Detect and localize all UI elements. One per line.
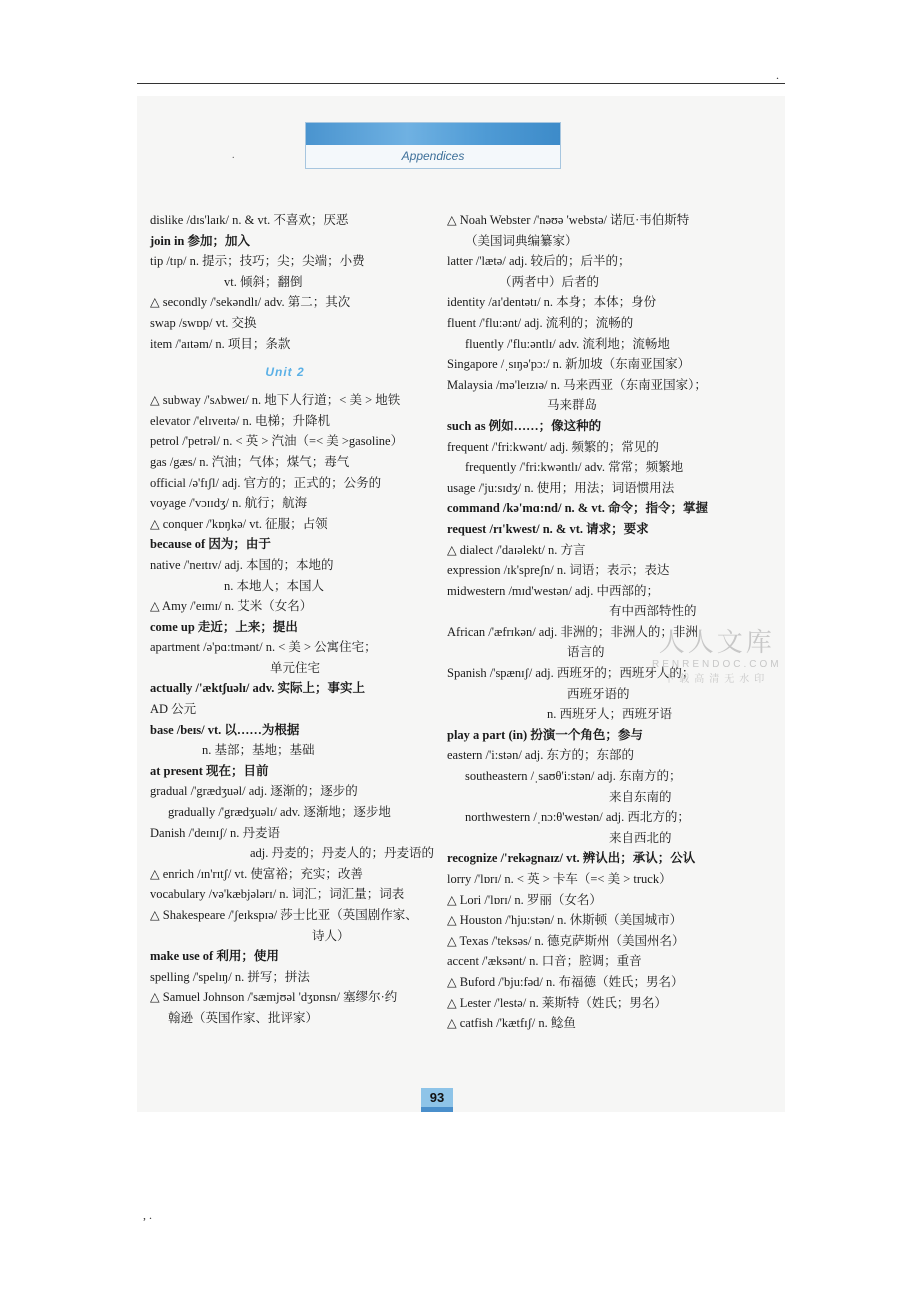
- vocab-entry: fluent /'flu:ənt/ adj. 流利的；流畅的: [447, 315, 634, 330]
- vocab-entry: 来自西北的: [609, 830, 672, 845]
- vocab-entry: 单元住宅: [270, 660, 321, 675]
- vocab-entry: tip /tɪp/ n. 提示；技巧；尖；尖端；小费: [150, 254, 365, 269]
- vocab-entry: expression /ɪk'spreʃn/ n. 词语；表示；表达: [447, 563, 670, 578]
- vocab-entry: △ dialect /'daɪəlekt/ n. 方言: [447, 542, 586, 557]
- vocab-entry: swap /swɒp/ vt. 交换: [150, 315, 257, 330]
- vocab-entry: native /'neɪtɪv/ adj. 本国的；本地的: [150, 557, 334, 572]
- vocab-entry: n. 本地人；本国人: [224, 578, 325, 593]
- vocab-entry: Singapore /ˌsɪŋə'pɔ:/ n. 新加坡（东南亚国家）: [447, 357, 691, 372]
- vocab-entry: △ Amy /'eɪmɪ/ n. 艾米（女名）: [150, 599, 313, 614]
- vocab-entry: such as 例如……；像这种的: [447, 418, 602, 433]
- vocab-entry: △ Noah Webster /'nəʊə 'webstə/ 诺厄·韦伯斯特: [447, 213, 690, 227]
- vocab-entry: fluently /'flu:əntlɪ/ adv. 流利地；流畅地: [465, 336, 670, 351]
- vocab-entry: gas /gæs/ n. 汽油；气体；煤气；毒气: [150, 454, 350, 469]
- vocab-entry: command /kə'mɑ:nd/ n. & vt. 命令；指令；掌握: [447, 501, 709, 516]
- top-mark: .: [776, 68, 779, 82]
- vocab-entry: frequent /'fri:kwənt/ adj. 频繁的；常见的: [447, 439, 659, 454]
- vocab-entry: 来自东南的: [609, 789, 672, 804]
- vocab-entry: n. 西班牙人；西班牙语: [547, 707, 673, 722]
- vocab-entry: △ secondly /'sekəndlɪ/ adv. 第二；其次: [150, 295, 351, 310]
- vocab-entry: frequently /'fri:kwəntlɪ/ adv. 常常；频繁地: [465, 460, 684, 475]
- vocab-entry: make use of 利用；使用: [150, 949, 279, 964]
- scan-dot: .: [232, 150, 235, 161]
- vocab-entry: voyage /'vɔɪɪdʒ/ n. 航行；航海: [150, 496, 308, 511]
- watermark-sub: 下载高清无水印: [664, 674, 770, 685]
- vocab-entry: n. 基部；基地；基础: [202, 743, 315, 758]
- vocab-entry: △ subway /'sʌbweɪ/ n. 地下人行道；< 美 > 地铁: [150, 393, 401, 408]
- vocab-entry: identity /aɪ'dentətɪ/ n. 本身；本体；身份: [447, 295, 657, 310]
- vocab-entry: item /'aɪtəm/ n. 项目；条款: [150, 336, 291, 351]
- appendices-header: [305, 122, 561, 169]
- watermark-main: 人人文库: [658, 628, 775, 658]
- unit-heading: Unit 2: [265, 365, 305, 380]
- vocab-entry: midwestern /mɪd'westən/ adj. 中西部的；: [447, 583, 659, 598]
- vocab-entry: 西班牙语的: [567, 686, 630, 701]
- vocab-entry: gradually /'grædʒuəlɪ/ adv. 逐渐地；逐步地: [168, 805, 391, 820]
- vocab-entry: △ enrich /ɪn'rɪtʃ/ vt. 使富裕；充实；改善: [150, 866, 363, 881]
- vocab-entry: recognize /'rekəgnaɪz/ vt. 辨认出；承认；公认: [447, 851, 696, 866]
- vocab-entry: 翰逊（英国作家、批评家）: [168, 1010, 319, 1025]
- vocab-entry: lorry /'lɒrɪ/ n. < 英 > 卡车（=< 美 > truck）: [447, 872, 672, 886]
- top-rule: [137, 83, 785, 84]
- vocab-entry: elevator /'elɪveɪtə/ n. 电梯；升降机: [150, 413, 330, 428]
- vocab-entry: spelling /'spelɪŋ/ n. 拼写；拼法: [150, 969, 310, 984]
- vocab-entry: 有中西部特性的: [609, 604, 697, 619]
- vocab-entry: because of 因为；由于: [150, 537, 271, 552]
- vocab-entry: accent /'æksənt/ n. 口音；腔调；重音: [447, 954, 642, 969]
- vocab-entry: eastern /'i:stən/ adj. 东方的；东部的: [447, 748, 634, 763]
- bottom-mark: , .: [143, 1208, 152, 1222]
- header-title: Appendices: [401, 149, 465, 163]
- vocab-entry: come up 走近；上来；提出: [150, 619, 298, 634]
- vocab-entry: play a part (in) 扮演一个角色；参与: [447, 727, 643, 742]
- vocab-entry: gradual /'grædʒuəl/ adj. 逐渐的；逐步的: [150, 784, 358, 799]
- vocab-entry: △ Buford /'bju:fəd/ n. 布福德（姓氏；男名）: [447, 974, 684, 989]
- vocab-entry: African /'æfrɪkən/ adj. 非洲的；非洲人的；非洲: [447, 624, 698, 639]
- vocab-entry: adj. 丹麦的；丹麦人的；丹麦语的: [250, 846, 435, 861]
- vocab-entry: △ Samuel Johnson /'sæmjʊəl 'dʒɒnsn/ 塞缪尔·约: [150, 990, 398, 1005]
- vocab-entry: actually /'æktʃuəlɪ/ adv. 实际上；事实上: [150, 681, 366, 696]
- vocab-entry: request /rɪ'kwest/ n. & vt. 请求；要求: [447, 521, 649, 536]
- vocab-entry: Malaysia /mə'leɪzɪə/ n. 马来西亚（东南亚国家）；: [447, 377, 707, 392]
- vocab-entry: at present 现在；目前: [150, 763, 269, 778]
- vocab-entry: 诗人）: [312, 928, 350, 943]
- vocab-entry: （美国词典编纂家）: [465, 233, 578, 248]
- header-band: [306, 123, 560, 145]
- vocab-entry: △ Houston /'hju:stən/ n. 休斯顿（美国城市）: [447, 913, 683, 928]
- vocab-entry: Danish /'deɪnɪʃ/ n. 丹麦语: [150, 825, 281, 840]
- vocab-entry: vt. 倾斜；翻倒: [224, 274, 303, 289]
- vocab-entry: △ Shakespeare /'ʃeɪkspɪə/ 莎士比亚（英国剧作家、: [150, 908, 418, 922]
- left-column: [150, 210, 440, 1029]
- vocab-entry: official /ə'fɪʃl/ adj. 官方的；正式的；公务的: [150, 475, 382, 490]
- vocab-entry: AD 公元: [150, 702, 197, 717]
- vocab-entry: southeastern /ˌsaʊθ'i:stən/ adj. 东南方的；: [465, 769, 682, 784]
- vocab-entry: vocabulary /və'kæbjələrɪ/ n. 词汇；词汇量；词表: [150, 887, 405, 902]
- vocab-entry: △ conquer /'kɒŋkə/ vt. 征服；占领: [150, 516, 328, 531]
- vocab-entry: dislike /dɪs'laɪk/ n. & vt. 不喜欢；厌恶: [150, 213, 349, 227]
- vocab-entry: 语言的: [567, 645, 605, 660]
- vocab-entry: petrol /'petrəl/ n. < 英 > 汽油（=< 美 >gasoline）: [150, 434, 404, 449]
- page-number: 93: [421, 1088, 453, 1112]
- vocab-entry: apartment /ə'pɑ:tmənt/ n. < 美 > 公寓住宅；: [150, 640, 377, 655]
- watermark-url: RENRENDOC.COM: [652, 659, 782, 670]
- vocab-entry: join in 参加；加入: [150, 233, 251, 248]
- vocab-entry: Spanish /'spænɪʃ/ adj. 西班牙的；西班牙人的；: [447, 666, 695, 681]
- vocab-entry: △ Lori /'lɒrɪ/ n. 罗丽（女名）: [447, 892, 602, 907]
- vocab-entry: △ Lester /'lestə/ n. 莱斯特（姓氏；男名）: [447, 995, 667, 1010]
- vocab-entry: base /beɪs/ vt. 以……为根据: [150, 722, 300, 737]
- vocab-entry: latter /'lætə/ adj. 较后的；后半的；: [447, 254, 631, 269]
- vocab-entry: （两者中）后者的: [499, 274, 600, 289]
- vocab-entry: △ catfish /'kætfɪʃ/ n. 鲶鱼: [447, 1016, 576, 1031]
- vocab-entry: 马来群岛: [547, 398, 598, 413]
- vocab-entry: usage /'ju:sɪdʒ/ n. 使用；用法；词语惯用法: [447, 480, 675, 495]
- watermark: [652, 622, 782, 685]
- vocab-entry: △ Texas /'teksəs/ n. 德克萨斯州（美国州名）: [447, 933, 685, 948]
- vocab-entry: northwestern /ˌnɔ:θ'westən/ adj. 西北方的；: [465, 810, 690, 825]
